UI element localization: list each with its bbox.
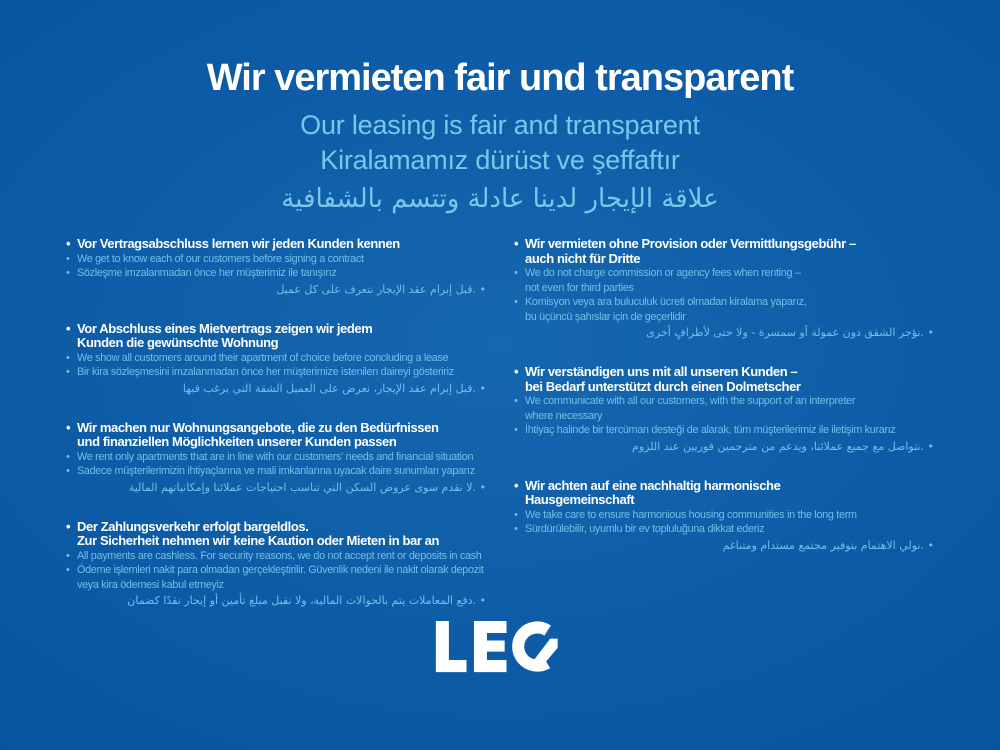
statement-de: Wir machen nur Wohnungsangebote, die zu den Bedürfnissen [77,419,439,435]
bullet-icon: • [66,267,70,279]
info-block-contract-knowledge [66,237,486,297]
bullet-icon: • [514,395,518,407]
bullet-icon: • [66,366,70,378]
leg-logo-mark [434,620,566,674]
statement-de: Der Zahlungsverkehr erfolgt bargeldlos. [77,518,309,534]
statement-ar: .نتواصل مع جميع عملائنا، ويدعم من مترجمين فوريين عند اللزوم [632,439,924,453]
leg-logo-letter-l [436,621,467,672]
right-column [514,237,934,633]
statement-tr-cont: veya kira ödemesi kabul etmeyiz [77,578,224,591]
bullet-icon: • [66,351,70,364]
bullet-icon: • [514,296,518,308]
poster-subtitle-ar: علاقة الإيجار لدينا عادلة وتتسم بالشفافية [281,184,719,214]
statement-ar: .قبل إبرام عقد الإيجار، نعرض على العميل الشقة التي يرغب فيها [182,381,476,395]
statement-ar: .لا نقدم سوى عروض السكن التي تناسب احتياجات عملائنا وإمكانياتهم المالية [128,480,476,494]
statement-de-cont: Kunden die gewünschte Wohnung [77,335,279,350]
statement-en-cont: where necessary [525,409,603,422]
bullet-icon: • [66,236,71,251]
bullet-icon: • [66,320,71,336]
bullet-icon: • [514,236,519,251]
info-block-suitable-offers [66,421,486,495]
bullet-icon: • [66,252,70,265]
bullet-icon: • [514,364,519,379]
statement-en: We do not charge commission or agency fees when renting – [525,267,801,279]
bullet-icon: • [514,477,519,493]
statement-ar: .نؤجر الشقق دون عمولة أو سمسرة - ولا حتى لأطرافٍ أخرى [646,326,924,339]
header [0,56,1000,216]
statement-tr: Sözleşme imzalanmadan önce her müşterimiz ile tanışırız [77,267,337,279]
poster-subtitle-en: Our leasing is fair and transparent [300,110,700,140]
statement-en: We rent only apartments that are in line with our customers' needs and financial situation [77,450,474,463]
info-block-interpreter [514,365,934,454]
bullet-icon: • [66,564,70,576]
statement-en-cont: not even for third parties [525,281,634,294]
bullet-icon: • [66,450,70,463]
content-columns [66,237,934,633]
bullet-icon: • [479,282,486,296]
statement-tr: İhtiyaç halinde bir tercüman desteği de alarak, tüm müşterilerimiz ile iletişim kurarız [525,424,896,436]
bullet-icon: • [479,594,486,607]
leg-logo-letter-e [474,621,507,672]
bullet-icon: • [514,508,518,521]
statement-en: We communicate with all our customers, with the support of an interpreter [525,395,856,407]
bullet-icon: • [479,480,486,494]
bullet-icon: • [927,439,934,453]
bullet-icon: • [479,381,486,395]
statement-ar: .نولي الاهتمام بتوفير مجتمع مستدام ومتناغم [722,538,924,552]
statement-de-cont: bei Bedarf unterstützt durch einen Dolmetscher [525,378,801,394]
statement-tr: Sadece müşterilerimizin ihtiyaçlarına ve mali imkanlarına uyacak daire sunumları yaparız [77,465,475,477]
left-column [66,237,486,633]
bullet-icon: • [66,549,70,562]
statement-de-cont: und finanziellen Möglichkeiten unserer Kunden passen [77,434,397,449]
statement-de-cont: Hausgemeinschaft [525,492,635,507]
statement-de: Wir verständigen uns mit all unseren Kunden – [525,364,798,379]
statement-de-cont: auch nicht für Dritte [525,250,641,266]
bullet-icon: • [927,538,934,552]
leg-logo [0,620,1000,674]
info-block-cashless-payments [66,520,486,609]
statement-de: Wir achten auf eine nachhaltig harmonische [525,477,781,493]
bullet-icon: • [927,326,934,339]
bullet-icon: • [66,465,70,477]
info-block-harmonious-community [514,479,934,553]
statement-en: We take care to ensure harmonious housing communities in the long term [525,508,857,521]
poster-subtitle-tr: Kiralamamız dürüst ve şeffaftır [320,145,680,175]
statement-tr-cont: bu üçüncü şahıslar için de geçerlidir [525,310,686,323]
poster-title-de: Wir vermieten fair und transparent [206,57,794,99]
statement-de: Vor Abschluss eines Mietvertrags zeigen wir jedem [77,320,373,336]
statement-en: We show all customers around their apartment of choice before concluding a lease [77,351,449,364]
statement-de-cont: Zur Sicherheit nehmen wir keine Kaution oder Mieten in bar an [77,533,440,548]
statement-de: Vor Vertragsabschluss lernen wir jeden Kunden kennen [77,236,400,251]
statement-ar: .قبل إبرام عقد الإيجار نتعرف على كل عميل [276,282,476,296]
statement-tr: Bir kira sözleşmesini imzalanmadan önce her müşterimize istenilen daireyi gösteririz [77,366,454,378]
bullet-icon: • [66,419,71,435]
bullet-icon: • [514,267,518,279]
info-block-apartment-viewing [66,322,486,396]
statement-en: All payments are cashless. For security reasons, we do not accept rent or deposits in cash [77,549,482,562]
info-block-no-commission [514,237,934,340]
statement-de: Wir vermieten ohne Provision oder Vermittlungsgebühr – [525,236,856,251]
bullet-icon: • [514,424,518,436]
leg-logo-letter-g-arrow [533,639,558,667]
statement-tr: Sürdürülebilir, uyumlu bir ev topluluğuna dikkat ederiz [525,523,765,535]
statement-en: We get to know each of our customers before signing a contract [77,252,364,265]
bullet-icon: • [514,523,518,535]
statement-tr: Komisyon veya ara buluculuk ücreti olmadan kiralama yaparız, [525,296,807,308]
statement-ar: .دفع المعاملات يتم بالحوالات المالية، ولا نقبل مبلغ تأمين أو إيجار نقدًا كضمان [127,594,476,607]
statement-tr: Ödeme işlemleri nakit para olmadan gerçekleştirilir. Güvenlik nedeni ile nakit olarak depozit [77,564,484,576]
bullet-icon: • [66,518,71,534]
